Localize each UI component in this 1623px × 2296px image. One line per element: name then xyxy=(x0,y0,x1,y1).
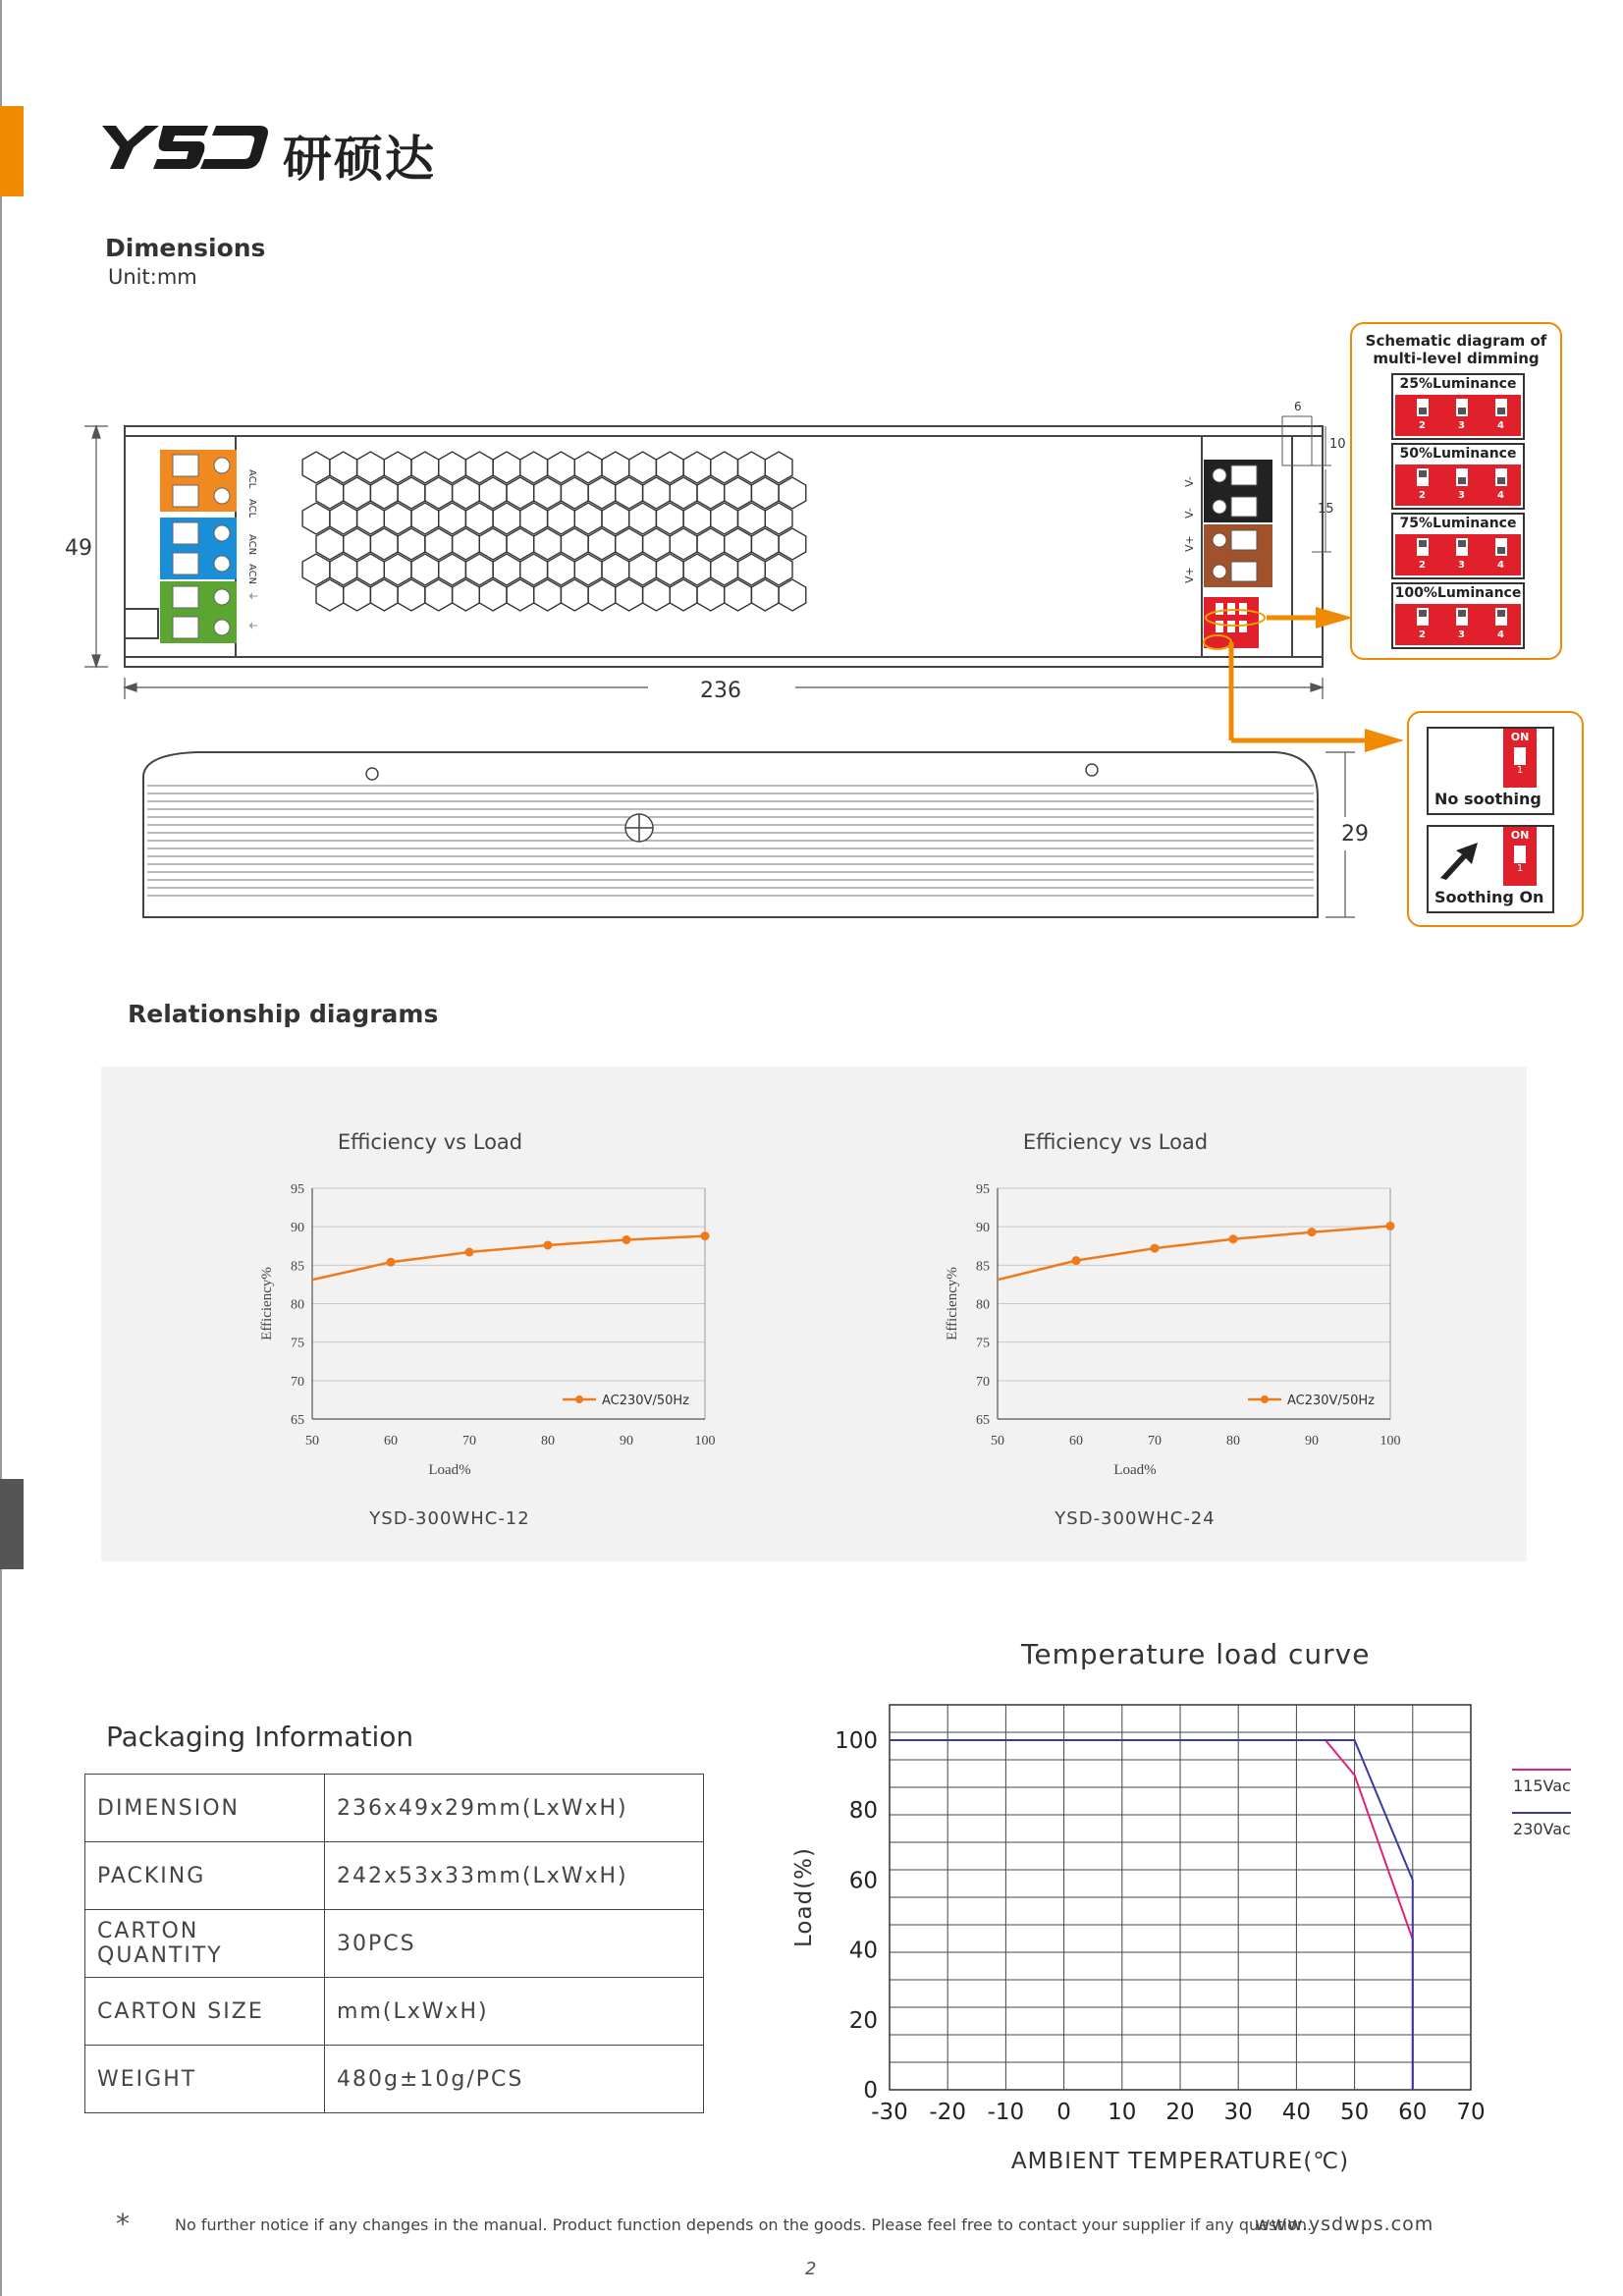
x-tick-label: 50 xyxy=(305,1434,319,1449)
x-tick-label: 70 xyxy=(1456,2100,1486,2125)
svg-text:15: 15 xyxy=(1318,502,1334,517)
y-tick-label: 20 xyxy=(848,2007,878,2034)
switch-number: 3 xyxy=(1458,490,1465,501)
svg-text:⏚: ⏚ xyxy=(246,591,257,601)
x-tick-label: 40 xyxy=(1281,2100,1312,2125)
x-tick-label: 90 xyxy=(620,1434,633,1449)
x-axis-label: Load% xyxy=(1113,1462,1157,1478)
y-tick-label: 75 xyxy=(291,1336,304,1351)
x-tick-label: 50 xyxy=(1339,2100,1370,2125)
svg-text:V+: V+ xyxy=(1183,567,1196,583)
table-row: PACKING 242x53x33mm(LxWxH) xyxy=(85,1842,704,1910)
x-axis-label: Load% xyxy=(428,1462,471,1478)
x-tick-label: 100 xyxy=(1380,1434,1401,1449)
model-label: YSD-300WHC-12 xyxy=(369,1508,530,1529)
dimming-level-label: 25%Luminance xyxy=(1399,376,1517,392)
model-label: YSD-300WHC-24 xyxy=(1055,1508,1216,1529)
svg-text:ACL: ACL xyxy=(246,469,257,489)
x-tick-label: -10 xyxy=(987,2100,1025,2125)
x-tick-label: 70 xyxy=(1148,1434,1162,1449)
switch-number: 2 xyxy=(1419,560,1426,571)
dimming-level-label: 100%Luminance xyxy=(1394,585,1522,601)
y-tick-label: 95 xyxy=(976,1182,990,1197)
svg-text:ACN: ACN xyxy=(246,564,257,585)
y-tick-label: 85 xyxy=(291,1259,304,1275)
y-tick-label: 65 xyxy=(976,1413,990,1428)
table-row: WEIGHT 480g±10g/PCS xyxy=(85,2046,704,2113)
y-tick-label: 90 xyxy=(976,1221,990,1236)
x-tick-label: 80 xyxy=(541,1434,555,1449)
table-row: CARTON QUANTITY 30PCS xyxy=(85,1910,704,1978)
svg-text:6: 6 xyxy=(1294,400,1302,413)
x-tick-label: 50 xyxy=(991,1434,1004,1449)
table-row: DIMENSION 236x49x29mm(LxWxH) xyxy=(85,1775,704,1842)
website-link[interactable]: www.ysdwps.com xyxy=(1255,2214,1434,2235)
y-tick-label: 40 xyxy=(848,1938,878,1964)
page-number: 2 xyxy=(805,2259,817,2279)
svg-text:V-: V- xyxy=(1183,508,1196,519)
y-tick-label: 70 xyxy=(291,1374,304,1390)
legend-label: AC230V/50Hz xyxy=(602,1394,689,1408)
x-tick-label: 20 xyxy=(1165,2100,1195,2125)
packaging-table xyxy=(84,1774,704,2113)
dip-switch-icon: ON 1 xyxy=(1503,827,1537,886)
no-soothing-label: No soothing xyxy=(1434,790,1542,808)
dimming-level-label: 75%Luminance xyxy=(1399,516,1517,531)
switch-number: 2 xyxy=(1419,420,1426,431)
switch-number: 3 xyxy=(1458,560,1465,571)
switch-number: 3 xyxy=(1458,420,1465,431)
y-axis-label: Efficiency% xyxy=(945,1267,960,1340)
dimensions-unit: Unit:mm xyxy=(108,265,197,289)
switch-number: 3 xyxy=(1458,629,1465,640)
x-tick-label: 70 xyxy=(462,1434,476,1449)
switch-number: 2 xyxy=(1419,490,1426,501)
y-tick-label: 95 xyxy=(291,1182,304,1197)
x-tick-label: 100 xyxy=(694,1434,716,1449)
packaging-title: Packaging Information xyxy=(106,1721,414,1753)
svg-text:⏚: ⏚ xyxy=(246,621,257,630)
x-tick-label: 10 xyxy=(1108,2100,1137,2125)
y-axis-label: Load(%) xyxy=(791,1847,817,1947)
temperature-chart-title: Temperature load curve xyxy=(1021,1638,1371,1670)
legend-label: AC230V/50Hz xyxy=(1287,1394,1375,1408)
y-tick-label: 70 xyxy=(976,1374,990,1390)
chart-title: Efficiency vs Load xyxy=(337,1130,523,1154)
x-tick-label: -20 xyxy=(929,2100,966,2125)
dimming-title-line2: multi-level dimming xyxy=(1373,350,1540,367)
svg-text:V+: V+ xyxy=(1183,535,1196,552)
dimensions-title: Dimensions xyxy=(105,234,266,262)
x-tick-label: 30 xyxy=(1223,2100,1253,2125)
legend-label: 230Vac xyxy=(1513,1820,1571,1838)
length-label: 236 xyxy=(700,679,741,703)
y-tick-label: 0 xyxy=(863,2078,878,2104)
table-row: CARTON SIZE mm(LxWxH) xyxy=(85,1978,704,2046)
side-height-label: 29 xyxy=(1341,822,1369,847)
footnote: No further notice if any changes in the manual. Product function depends on the goods. Please feel free to contact your supplier if any question. xyxy=(175,2215,1313,2234)
y-tick-label: 85 xyxy=(976,1259,990,1275)
x-tick-label: 60 xyxy=(1398,2100,1428,2125)
soothing-on-label: Soothing On xyxy=(1434,888,1544,906)
series-line xyxy=(890,1740,1413,2090)
brand-name-cn: 研硕达 xyxy=(283,131,436,188)
y-axis-label: Efficiency% xyxy=(259,1267,275,1340)
switch-number: 4 xyxy=(1497,420,1504,431)
switch-number: 4 xyxy=(1497,560,1504,571)
svg-text:ACN: ACN xyxy=(246,534,257,556)
relationship-title: Relationship diagrams xyxy=(128,1000,439,1028)
chart-title: Efficiency vs Load xyxy=(1022,1130,1209,1154)
series-line xyxy=(890,1740,1413,2090)
y-tick-label: 80 xyxy=(976,1297,990,1313)
switch-number: 4 xyxy=(1497,629,1504,640)
legend-label: 115Vac xyxy=(1513,1777,1571,1795)
footnote-star: * xyxy=(116,2208,130,2240)
switch-number: 4 xyxy=(1497,490,1504,501)
svg-text:V-: V- xyxy=(1183,476,1196,487)
y-tick-label: 60 xyxy=(848,1868,878,1894)
svg-text:ACL: ACL xyxy=(246,499,257,519)
x-tick-label: 60 xyxy=(1069,1434,1083,1449)
x-tick-label: 0 xyxy=(1056,2100,1071,2125)
y-tick-label: 75 xyxy=(976,1336,990,1351)
x-tick-label: 80 xyxy=(1226,1434,1240,1449)
height-label: 49 xyxy=(65,536,92,561)
x-tick-label: 60 xyxy=(384,1434,398,1449)
x-tick-label: -30 xyxy=(871,2100,908,2125)
dimming-level-label: 50%Luminance xyxy=(1399,446,1517,462)
y-tick-label: 100 xyxy=(835,1728,878,1754)
dip-switch-icon: ON 1 xyxy=(1503,729,1537,788)
y-tick-label: 65 xyxy=(291,1413,304,1428)
y-tick-label: 80 xyxy=(848,1798,878,1825)
y-tick-label: 80 xyxy=(291,1297,304,1313)
svg-text:10: 10 xyxy=(1329,437,1346,452)
dimming-title-line1: Schematic diagram of xyxy=(1365,332,1547,350)
x-tick-label: 90 xyxy=(1305,1434,1319,1449)
y-tick-label: 90 xyxy=(291,1221,304,1236)
x-axis-label: AMBIENT TEMPERATURE(℃) xyxy=(1010,2149,1350,2174)
switch-number: 2 xyxy=(1419,629,1426,640)
